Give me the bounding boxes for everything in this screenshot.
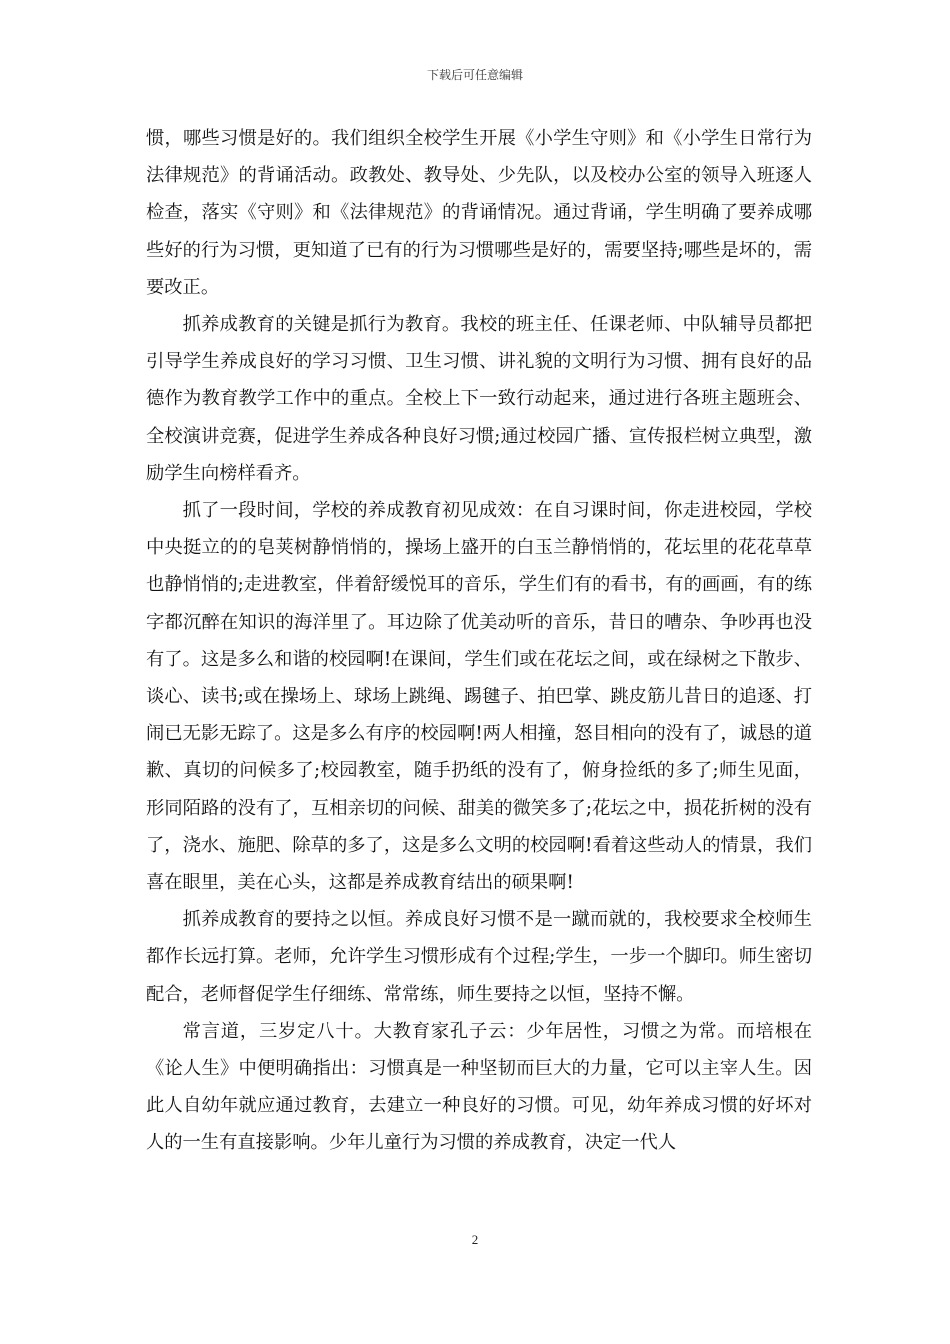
paragraph-1: 惯，哪些习惯是好的。我们组织全校学生开展《小学生守则》和《小学生日常行为法律规范》的背诵活动。政教处、教导处、少先队，以及校办公室的领导入班逐人检查，落实《守则》和《法律规范》的背诵情况。通过背诵，学生明确了要养成哪些好的行为习惯，更知道了已有的行为习惯哪些是好的，需要坚持;哪些是坏的，需要改正。 xyxy=(146,128,812,298)
paragraph-5: 常言道，三岁定八十。大教育家孔子云：少年居性，习惯之为常。而培根在《论人生》中便明确指出：习惯真是一种坚韧而巨大的力量，它可以主宰人生。因此人自幼年就应通过教育，去建立一种良好的习惯。可见，幼年养成习惯的好坏对人的一生有直接影响。少年儿童行为习惯的养成教育，决定一代人 xyxy=(146,1020,812,1154)
page-header: 下载后可任意编辑 xyxy=(426,68,523,82)
page-number: 2 xyxy=(471,1232,479,1247)
paragraph-4: 抓养成教育的要持之以恒。养成良好习惯不是一蹴而就的，我校要求全校师生都作长远打算。老师，允许学生习惯形成有个过程;学生，一步一个脚印。师生密切配合，老师督促学生仔细练、常常练，师生要持之以恒，坚持不懈。 xyxy=(146,909,812,1005)
paragraph-3: 抓了一段时间，学校的养成教育初见成效：在自习课时间，你走进校园，学校中央挺立的的皂荚树静悄悄的，操场上盛开的白玉兰静悄悄的，花坛里的花花草草也静悄悄的;走进教室，伴着舒缓悦耳的音乐，学生们有的看书，有的画画，有的练字都沉醉在知识的海洋里了。耳边除了优美动听的音乐，昔日的嘈杂、争吵再也没有了。这是多么和谐的校园啊!在课间，学生们或在花坛之间，或在绿树之下散步、谈心、读书;或在操场上、球场上跳绳、踢毽子、拍巴掌、跳皮筋儿昔日的追逐、打闹已无影无踪了。这是多么有序的校园啊!两人相撞，怒目相向的没有了，诚恳的道歉、真切的问候多了;校园教室，随手扔纸的没有了，俯身捡纸的多了;师生见面，形同陌路的没有了，互相亲切的问候、甜美的微笑多了;花坛之中，损花折树的没有了，浇水、施肥、除草的多了，这是多么文明的校园啊!看着这些动人的情景，我们喜在眼里，美在心头，这都是养成教育结出的硕果啊! xyxy=(146,500,812,894)
document-body xyxy=(146,120,812,1162)
paragraph-2: 抓养成教育的关键是抓行为教育。我校的班主任、任课老师、中队辅导员都把引导学生养成良好的学习习惯、卫生习惯、讲礼貌的文明行为习惯、拥有良好的品德作为教育教学工作中的重点。全校上下一致行动起来，通过进行各班主题班会、全校演讲竞赛，促进学生养成各种良好习惯;通过校园广播、宣传报栏树立典型，激励学生向榜样看齐。 xyxy=(146,314,812,484)
